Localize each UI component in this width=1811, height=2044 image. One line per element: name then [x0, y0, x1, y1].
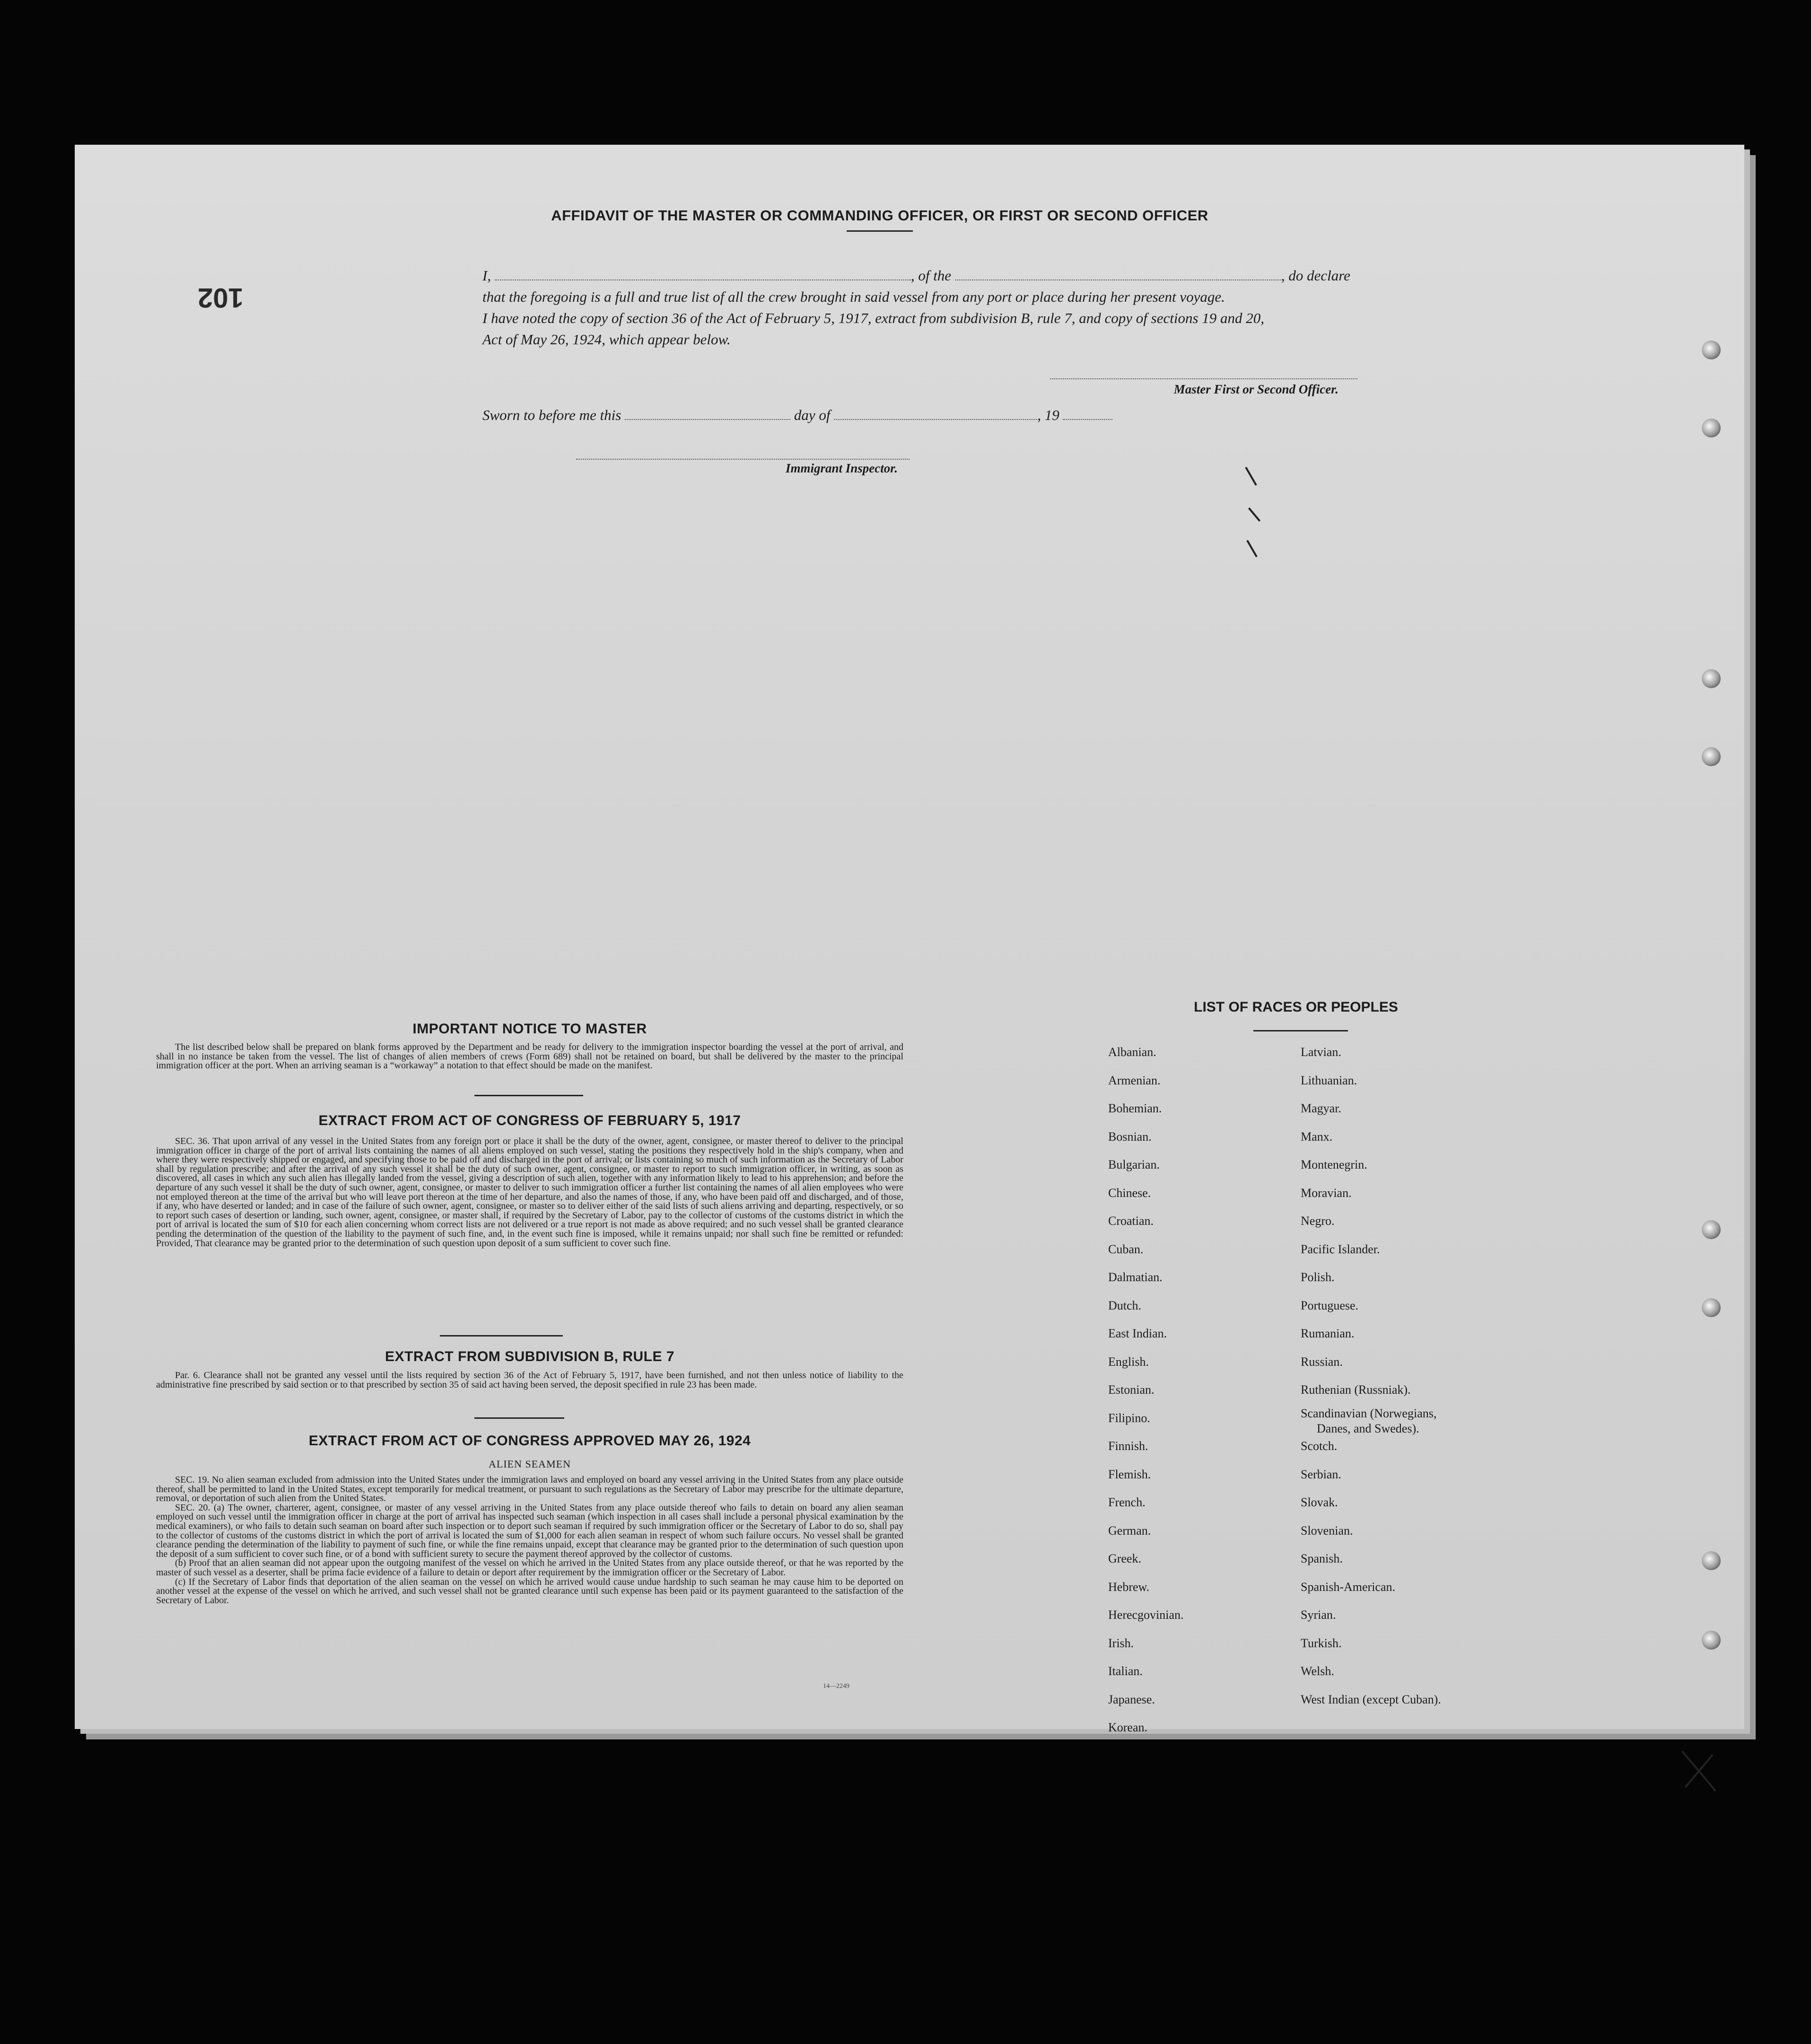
race-item: Japanese. [1108, 1693, 1155, 1706]
divider [440, 1335, 563, 1336]
race-item: Flemish. [1108, 1467, 1151, 1481]
notice-text [156, 1043, 903, 1071]
race-item: Turkish. [1301, 1636, 1342, 1650]
race-item: Syrian. [1301, 1608, 1336, 1622]
vessel-blank[interactable] [955, 270, 1281, 280]
affidavit-line-4: Act of May 26, 1924, which appear below. [482, 331, 731, 348]
race-item: Montenegrin. [1301, 1158, 1367, 1171]
race-item: Ruthenian (Russniak). [1301, 1383, 1411, 1397]
race-item: Spanish-American. [1301, 1580, 1396, 1594]
rule-7-title: EXTRACT FROM SUBDIVISION B, RULE 7 [385, 1349, 675, 1364]
extract-1924-text [156, 1476, 903, 1605]
extract-1924-title: EXTRACT FROM ACT OF CONGRESS APPROVED MAY 26, 1924 [308, 1433, 751, 1449]
sec-20c-paragraph: (c) If the Secretary of Labor finds that deportation of the alien seaman on the vessel on which he arrived would cause undue hardship to such seaman he may cause him to be deported on another vessel at the expense of the vessel on which he arrived, and such vessel shall not be granted clearance until such expense has been paid or its payment guaranteed to the satisfaction of the Secretary of Labor. [156, 1576, 903, 1606]
divider [847, 230, 913, 232]
race-item: German. [1108, 1524, 1151, 1537]
race-item: Bohemian. [1108, 1101, 1162, 1115]
sworn-month-blank[interactable] [834, 410, 1037, 420]
sec-20b-paragraph: (b) Proof that an alien seaman did not appear upon the outgoing manifest of the vessel on which he arrived in the United States from any place outside thereof, or that he was reported by the master of such vessel as a deserter, shall be prima facie evidence of a failure to detain or deport after requirement by the immigration officer or the Secretary of Labor. [156, 1558, 903, 1578]
race-item: Spanish. [1301, 1552, 1343, 1565]
divider [1253, 1030, 1348, 1031]
race-item: English. [1108, 1355, 1149, 1369]
race-item: Greek. [1108, 1552, 1142, 1565]
punch-hole [1702, 669, 1721, 688]
page-number: 102 [198, 282, 244, 313]
punch-hole [1702, 341, 1721, 359]
races-title: LIST OF RACES OR PEOPLES [1194, 999, 1398, 1015]
race-item: Pacific Islander. [1301, 1242, 1380, 1256]
form-code: 14—2249 [823, 1683, 849, 1690]
race-item: Portuguese. [1301, 1299, 1359, 1312]
race-item: Croatian. [1108, 1214, 1154, 1228]
of-the-label: , of the [910, 267, 952, 284]
affidavit-title: AFFIDAVIT OF THE MASTER OR COMMANDING OFFICER, OR FIRST OR SECOND OFFICER [551, 207, 1208, 224]
race-item: Latvian. [1301, 1045, 1341, 1059]
race-item: Negro. [1301, 1214, 1335, 1228]
race-item: Rumanian. [1301, 1327, 1355, 1340]
punch-hole [1702, 1298, 1721, 1317]
race-item: Chinese. [1108, 1186, 1151, 1200]
race-item: West Indian (except Cuban). [1301, 1693, 1441, 1706]
race-item: Finnish. [1108, 1439, 1148, 1453]
race-item: Moravian. [1301, 1186, 1352, 1200]
race-item: Herecgovinian. [1108, 1608, 1184, 1622]
sworn-year-label: , 19 [1037, 407, 1059, 423]
race-item: Armenian. [1108, 1074, 1161, 1087]
punch-hole [1702, 419, 1721, 437]
race-item: Estonian. [1108, 1383, 1155, 1397]
race-item: Slovenian. [1301, 1524, 1353, 1537]
alien-seamen-subtitle: ALIEN SEAMEN [489, 1458, 571, 1470]
race-item: Welsh. [1301, 1664, 1334, 1678]
rule-7-text [156, 1371, 903, 1389]
affidavit-line-2: that the foregoing is a full and true list of all the crew brought in said vessel from any port or place during her present voyage. [482, 288, 1225, 305]
race-item: Bosnian. [1108, 1130, 1152, 1144]
sec-19-paragraph: SEC. 19. No alien seaman excluded from admission into the United States under the immigration laws and employed on board any vessel arriving in the United States from any place outside thereof, shall be permitted to land in the United States, except temporarily for medical treatment, or pursuant to such regulations as the Secretary of Labor may prescribe for the ultimate departure, removal, or deportation of such alien from the United States. [156, 1475, 903, 1504]
race-item: Russian. [1301, 1355, 1343, 1369]
do-declare-label: , do declare [1281, 267, 1350, 284]
sworn-day-blank[interactable] [625, 410, 790, 420]
race-item: Serbian. [1301, 1467, 1341, 1481]
par-6-paragraph: Par. 6. Clearance shall not be granted any vessel until the lists required by section 36 of the Act of February 5, 1917, have been furnished, and not then unless notice of liability to the administrative fine prescribed by said section or to that prescribed by section 35 of said act having been served, the deposit specified in rule 23 has been made. [156, 1370, 903, 1390]
sworn-line [482, 407, 1192, 424]
sworn-year-blank[interactable] [1063, 410, 1112, 420]
affidavit-line-3: I have noted the copy of section 36 of the Act of February 5, 1917, extract from subdivision B, rule 7, and copy of sections 19 and 20, [482, 310, 1265, 326]
race-item: Albanian. [1108, 1045, 1156, 1059]
sec-20a-paragraph: SEC. 20. (a) The owner, charterer, agent, consignee, or master of any vessel arriving in the United States from any place outside thereof who fails to detain on board any alien seaman employed on such vessel until the immigration officer in charge at the port of arrival has inspected such seaman (which inspection in all cases shall include a personal physical examination by the medical examiners), or who fails to detain such seaman on board after such inspection or to deport such seaman if required by such immigration officer or the Secretary of Labor to do so, shall pay to the collector of customs of the customs district in which the port of arrival is located the sum of $1,000 for each alien seaman in respect of whom such failure occurs. No vessel shall be granted clearance pending the determination of the liability to payment of such fine, or while the fine remains unpaid, except that clearance may be granted prior to the determination of such question upon the deposit of a sum sufficient to cover such fine, or of a bond with sufficient surety to secure the payment thereof approved by the collector of customs. [156, 1502, 903, 1559]
punch-hole [1702, 747, 1721, 766]
signature-label: Master First or Second Officer. [1173, 382, 1339, 396]
race-item: Hebrew. [1108, 1580, 1150, 1594]
sworn-day-label: day of [794, 407, 831, 423]
race-item: Scandinavian (Norwegians, [1301, 1406, 1437, 1420]
divider [474, 1417, 564, 1419]
race-item: Korean. [1108, 1721, 1148, 1734]
race-item: Dutch. [1108, 1299, 1142, 1312]
race-item: French. [1108, 1495, 1146, 1509]
affidavit-line-1 [482, 265, 1374, 286]
punch-hole [1702, 1551, 1721, 1570]
inspector-label: Immigrant Inspector. [785, 461, 898, 475]
extract-1917-title: EXTRACT FROM ACT OF CONGRESS OF FEBRUARY 5, 1917 [318, 1113, 741, 1128]
race-item: Danes, and Swedes). [1317, 1422, 1419, 1435]
notice-title: IMPORTANT NOTICE TO MASTER [412, 1021, 647, 1037]
race-item: Lithuanian. [1301, 1074, 1357, 1087]
race-item: Irish. [1108, 1636, 1134, 1650]
inspector-signature-line[interactable] [576, 459, 910, 460]
notice-paragraph: The list described below shall be prepared on blank forms approved by the Department and be ready for delivery to the immigration inspector boarding the vessel at the port of arrival, and shall in no instance be taken from the vessel. The list of changes of alien members of crews (Form 689) shall not be retained on board, but shall be delivered by the master to the principal immigration officer at the port. When an arriving seaman is a “workaway” a notation to that effect should be made on the manifest. [156, 1042, 903, 1071]
punch-hole [1702, 1220, 1721, 1239]
race-item: Manx. [1301, 1130, 1333, 1144]
i-label: I, [482, 267, 491, 284]
extract-1917-text [156, 1137, 903, 1248]
race-item: Filipino. [1108, 1411, 1150, 1425]
race-item: Cuban. [1108, 1242, 1144, 1256]
race-item: Bulgarian. [1108, 1158, 1160, 1171]
race-item: Slovak. [1301, 1495, 1338, 1509]
race-item: Italian. [1108, 1664, 1143, 1678]
race-item: Dalmatian. [1108, 1270, 1163, 1284]
divider [474, 1095, 583, 1096]
race-item: Polish. [1301, 1270, 1335, 1284]
sworn-prefix: Sworn to before me this [482, 407, 621, 423]
punch-hole [1702, 1631, 1721, 1650]
race-item: Scotch. [1301, 1439, 1338, 1453]
affidavit-body [482, 265, 1374, 350]
race-item: Magyar. [1301, 1101, 1341, 1115]
name-blank[interactable] [495, 270, 911, 280]
signature-line[interactable] [1050, 378, 1357, 379]
section-36-paragraph: SEC. 36. That upon arrival of any vessel in the United States from any foreign port or place it shall be the duty of the owner, agent, consignee, or master thereof to deliver to the principal immigration officer in charge of the port of arrival lists containing the names of all aliens employed on such vessel, stating the positions they respectively hold in the ship's company, when and where they were respectively shipped or engaged, and specifying those to be paid off and discharged in the port of arrival; or lists containing so much of such information as the Secretary of Labor shall by regulation prescribe; and after the arrival of any such vessel it shall be the duty of such owner, agent, consignee, or master to report to such immigration officer, in writing, as soon as discovered, all cases in which any such alien has illegally landed from the vessel, giving a description of such alien, together with any information likely to lead to his apprehension; and before the departure of any such vessel it shall be the duty of such owner, agent, consignee, or master to deliver to such immigration officer a further list containing the names of all alien employees who were not employed thereon at the time of the arrival but who will leave port thereon at the time of her departure, and also the names of those, if any, who have been paid off and discharged, and of those, if any, who have deserted or landed; and in case of the failure of such owner, agent, consignee, or master so to deliver either of the said lists of such aliens arriving and departing, respectively, or so to report such cases of desertion or landing, such owner, agent, consignee, or master shall, if required by the Secretary of Labor, pay to the collector of customs of the customs district in which the port of arrival is located the sum of $10 for each alien concerning whom correct lists are not delivered or a true report is not made as above required; and no such vessel shall be granted clearance pending the determination of the question of the liability to the payment of such fine, and, in the event such fine is imposed, while it remains unpaid; nor shall such fine be remitted or refunded: Provided, That clearance may be granted prior to the determination of such question upon deposit of a sum sufficient to cover such fine. [156, 1136, 903, 1249]
race-item: East Indian. [1108, 1327, 1167, 1340]
